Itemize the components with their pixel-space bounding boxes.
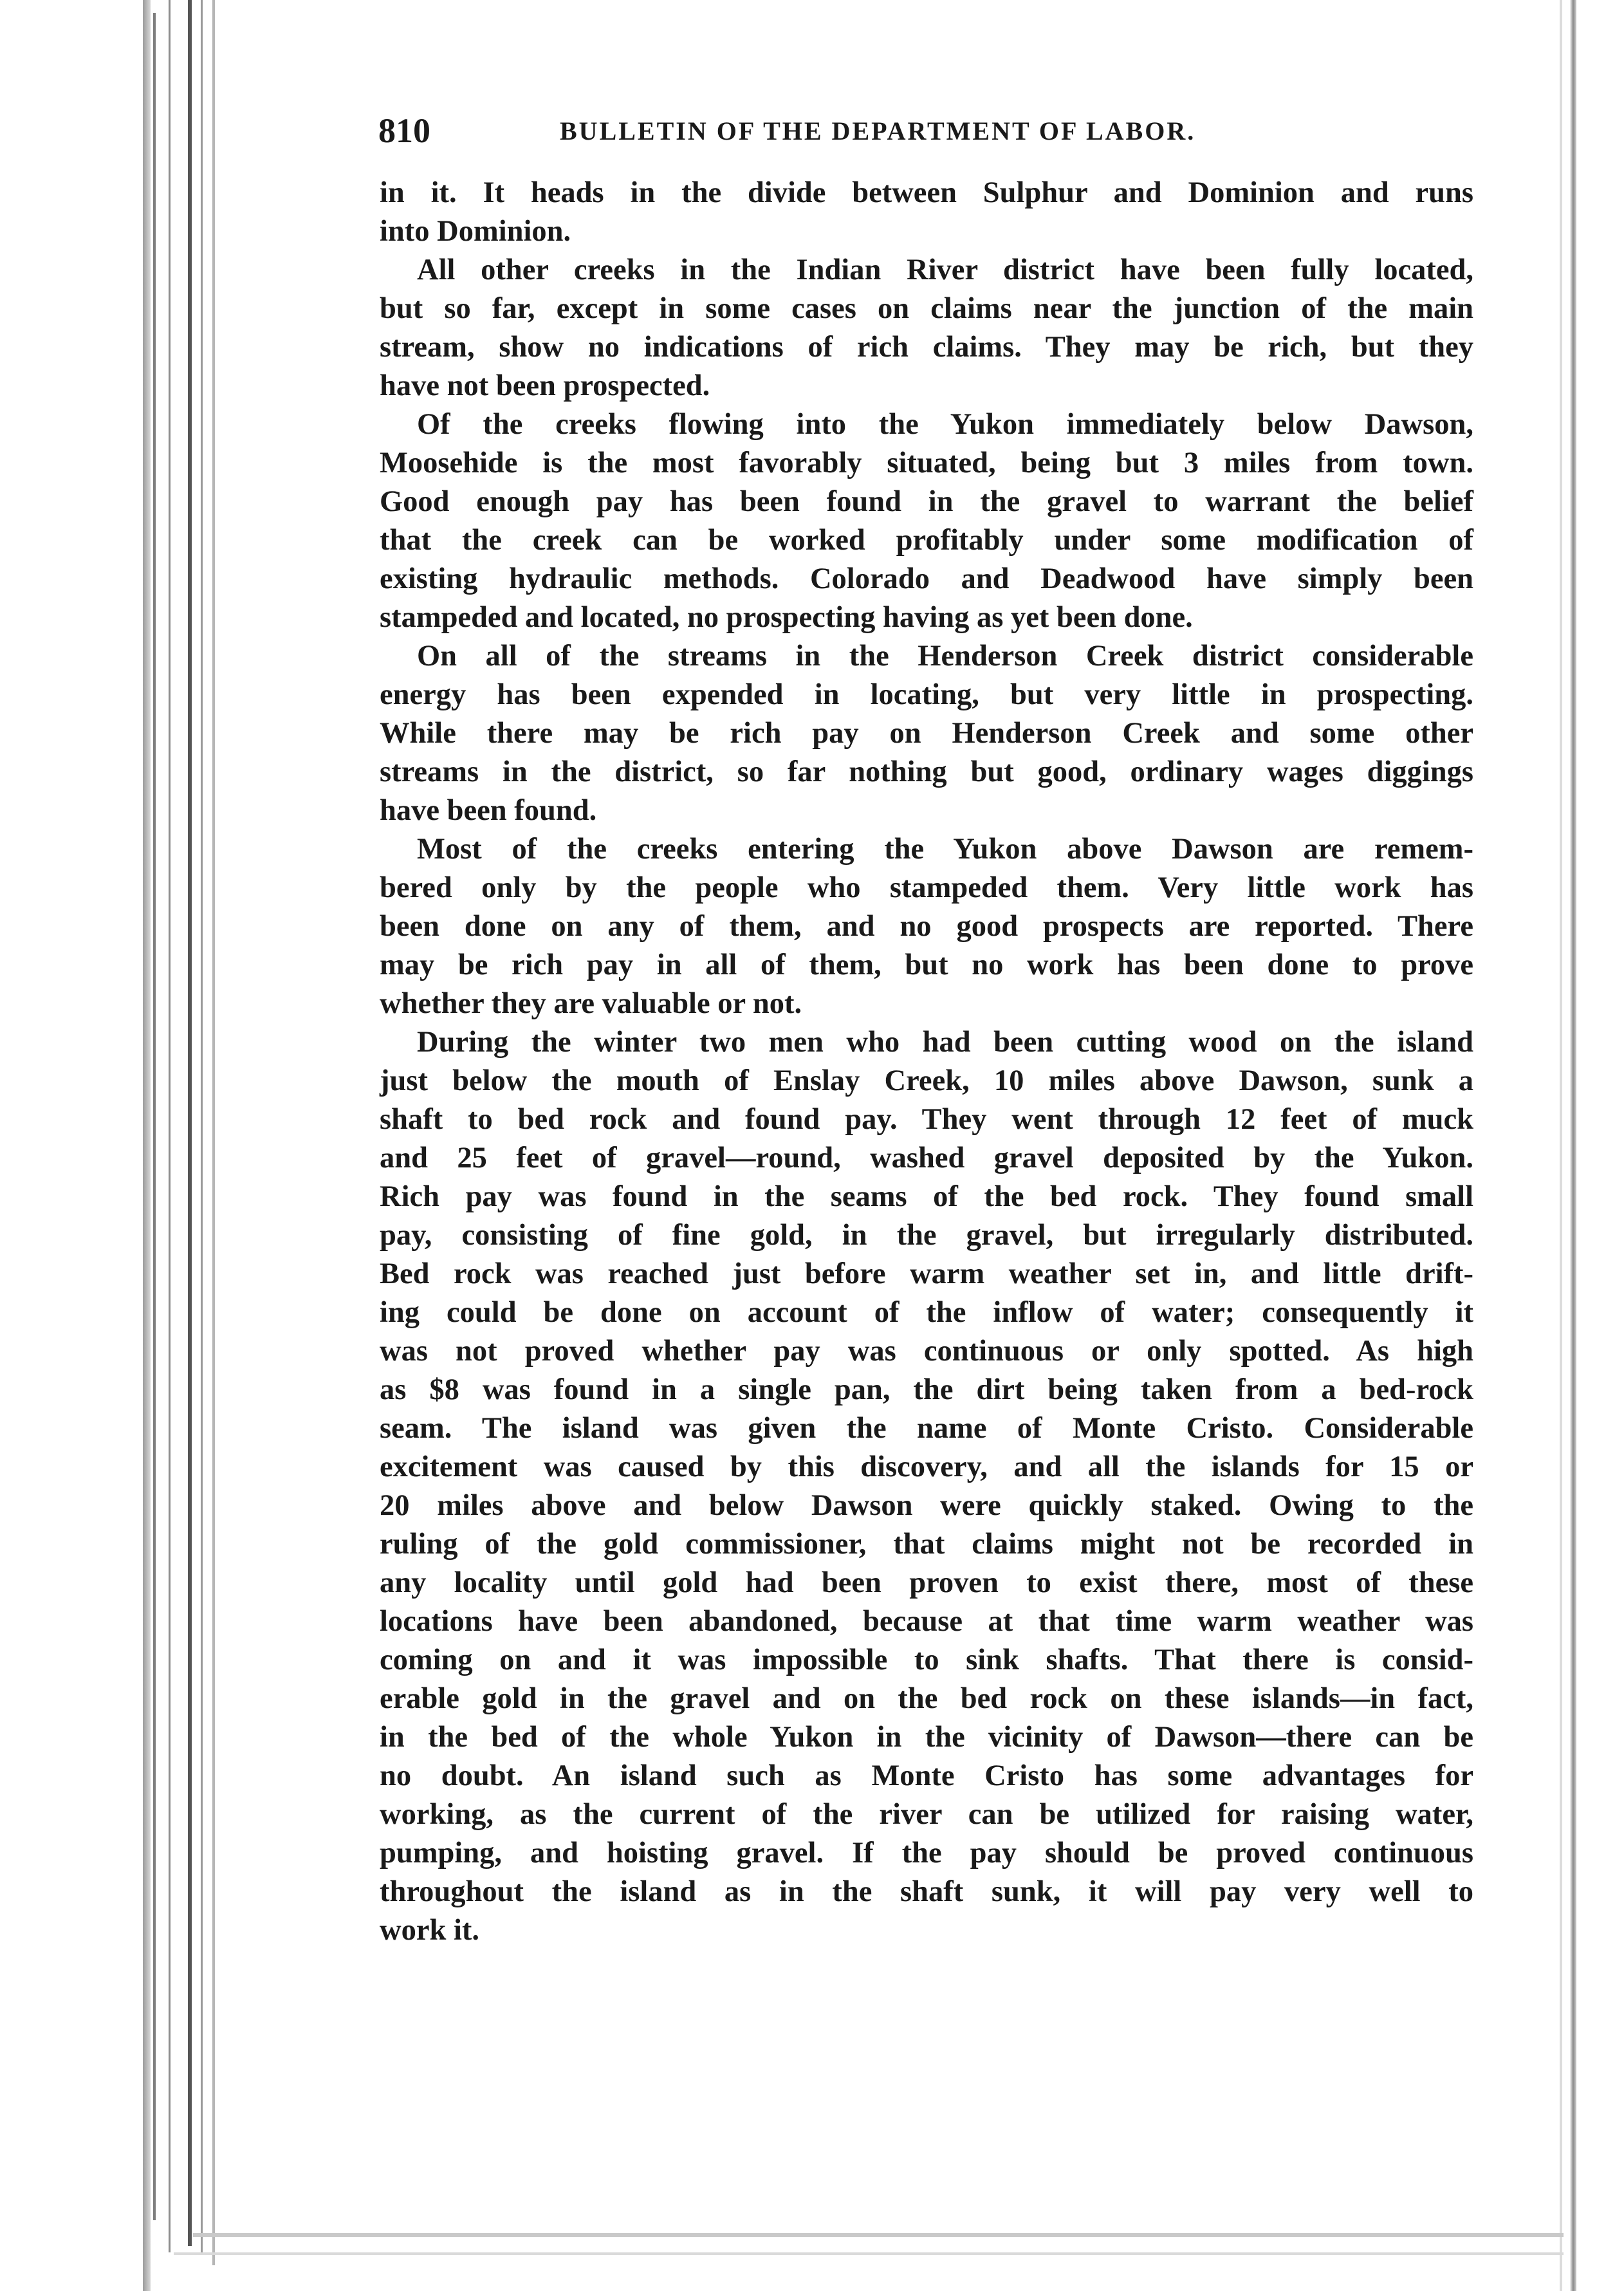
text-line: have not been prospected. <box>380 369 710 402</box>
text-line: have been found. <box>380 794 597 827</box>
text-line: 20 miles above and below Dawson were quickly staked. Owing to the <box>380 1489 1473 1522</box>
page-edge-line <box>1560 0 1562 2291</box>
body-text <box>380 174 1473 2014</box>
text-line: energy has been expended in locating, but very little in prospecting. <box>380 678 1473 711</box>
text-line: During the winter two men who had been cutting wood on the island <box>417 1026 1473 1059</box>
text-line: bered only by the people who stampeded them. Very little work has <box>380 871 1473 904</box>
text-line: locations have been abandoned, because at that time warm weather was <box>380 1605 1473 1638</box>
right-page-edge <box>1570 0 1576 2291</box>
page-edge-line <box>212 0 215 2265</box>
text-line: may be rich pay in all of them, but no work has been done to prove <box>380 949 1473 981</box>
running-head <box>378 108 1300 153</box>
text-line: shaft to bed rock and found pay. They went through 12 feet of muck <box>380 1103 1473 1136</box>
text-line: existing hydraulic methods. Colorado and Deadwood have simply been <box>380 562 1473 595</box>
page-bottom-edge <box>174 2252 1564 2255</box>
text-line: stream, show no indications of rich claims. They may be rich, but they <box>380 331 1473 364</box>
text-line: Moosehide is the most favorably situated, being but 3 miles from town. <box>380 447 1473 479</box>
text-line: into Dominion. <box>380 215 571 248</box>
text-line: Most of the creeks entering the Yukon above Dawson are remem- <box>417 833 1473 866</box>
text-line: as $8 was found in a single pan, the dirt being taken from a bed-rock <box>380 1373 1473 1406</box>
page-bottom-edge <box>193 2233 1564 2237</box>
page-edge-line <box>188 0 192 2246</box>
text-line: ing could be done on account of the inflow of water; consequently it <box>380 1296 1473 1329</box>
text-line: Rich pay was found in the seams of the bed rock. They found small <box>380 1180 1473 1213</box>
text-line: Good enough pay has been found in the gravel to warrant the belief <box>380 485 1473 518</box>
text-line: excitement was caused by this discovery, and all the islands for 15 or <box>380 1451 1473 1483</box>
book-spine-shadow <box>143 0 151 2291</box>
text-line: coming on and it was impossible to sink shafts. That there is consid- <box>380 1644 1473 1676</box>
text-line: erable gold in the gravel and on the bed rock on these islands—in fact, <box>380 1682 1473 1715</box>
text-line: just below the mouth of Enslay Creek, 10 miles above Dawson, sunk a <box>380 1064 1473 1097</box>
text-line: seam. The island was given the name of Monte Cristo. Considerable <box>380 1412 1473 1445</box>
text-line: that the creek can be worked profitably under some modification of <box>380 524 1473 557</box>
text-line: any locality until gold had been proven to exist there, most of these <box>380 1566 1473 1599</box>
text-line: pumping, and hoisting gravel. If the pay should be proved continuous <box>380 1837 1473 1869</box>
text-line: While there may be rich pay on Henderson Creek and some other <box>380 717 1473 750</box>
text-line: in the bed of the whole Yukon in the vicinity of Dawson—there can be <box>380 1721 1473 1754</box>
text-line: no doubt. An island such as Monte Cristo has some advantages for <box>380 1759 1473 1792</box>
text-line: was not proved whether pay was continuous or only spotted. As high <box>380 1335 1473 1368</box>
text-line: Of the creeks flowing into the Yukon immediately below Dawson, <box>417 408 1473 441</box>
page-edge-line <box>153 13 156 2220</box>
text-line: pay, consisting of fine gold, in the gravel, but irregularly distributed. <box>380 1219 1473 1252</box>
text-line: Bed rock was reached just before warm weather set in, and little drift- <box>380 1257 1473 1290</box>
text-line: in it. It heads in the divide between Sulphur and Dominion and runs <box>380 176 1473 209</box>
page-number: 810 <box>378 111 430 150</box>
text-line: and 25 feet of gravel—round, washed gravel deposited by the Yukon. <box>380 1142 1473 1174</box>
text-line: whether they are valuable or not. <box>380 987 802 1020</box>
text-line: throughout the island as in the shaft sunk, it will pay very well to <box>380 1875 1473 1908</box>
running-title: BULLETIN OF THE DEPARTMENT OF LABOR. <box>560 116 1196 145</box>
text-line: ruling of the gold commissioner, that claims might not be recorded in <box>380 1528 1473 1561</box>
text-line: been done on any of them, and no good prospects are reported. There <box>380 910 1473 943</box>
text-line: On all of the streams in the Henderson Creek district considerable <box>417 640 1473 672</box>
text-line: but so far, except in some cases on claims near the junction of the main <box>380 292 1473 325</box>
text-line: All other creeks in the Indian River district have been fully located, <box>417 254 1473 286</box>
text-line: work it. <box>380 1914 479 1947</box>
text-line: stampeded and located, no prospecting having as yet been done. <box>380 601 1193 634</box>
page-edge-line <box>169 0 171 2252</box>
page-edge-line <box>201 0 203 2252</box>
text-line: working, as the current of the river can be utilized for raising water, <box>380 1798 1473 1831</box>
text-line: streams in the district, so far nothing but good, ordinary wages diggings <box>380 756 1473 788</box>
